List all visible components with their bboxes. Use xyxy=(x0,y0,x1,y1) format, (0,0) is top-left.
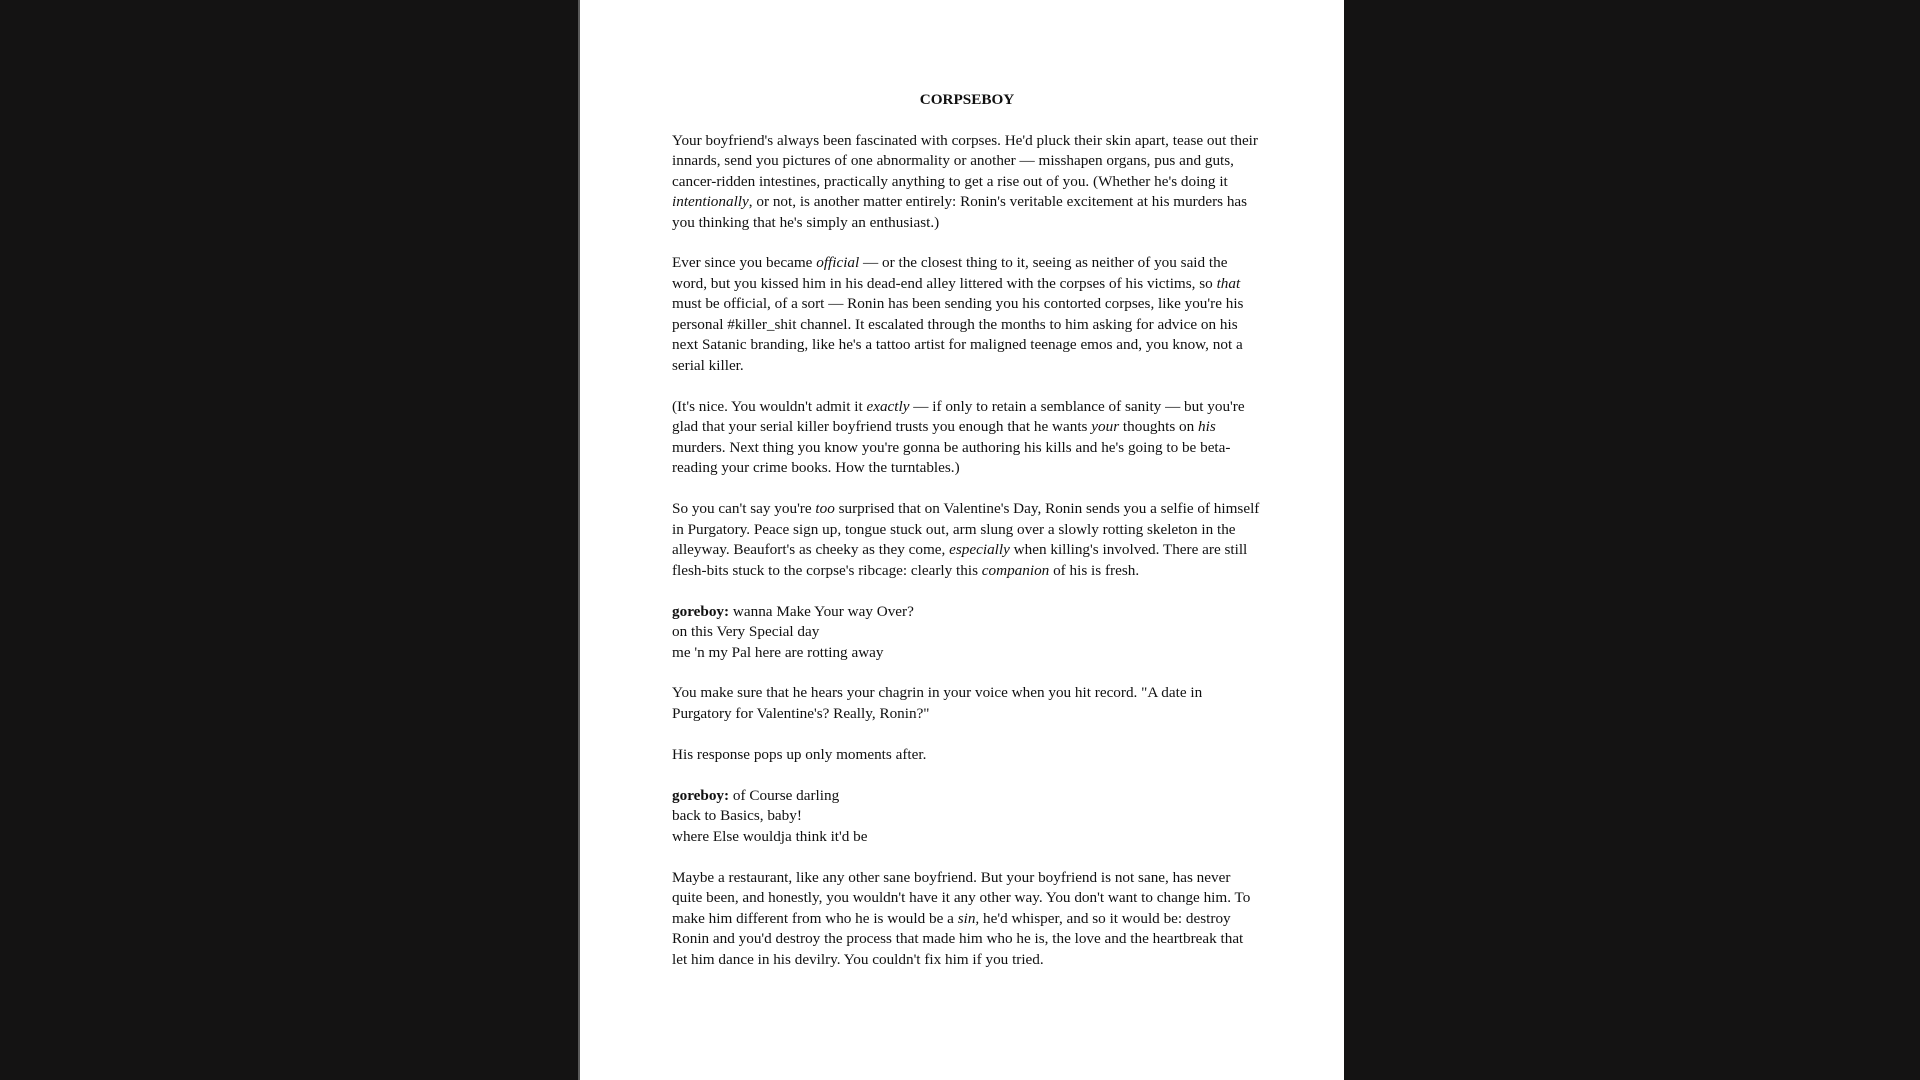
paragraph-7-emphasis-1: sin, xyxy=(957,909,980,927)
paragraph-4-emphasis-3: companion xyxy=(981,561,1050,579)
paragraph-3-text-d: murders. Next thing you know you're gonna be authoring his kills and he's going to be beta-reading your crime books. How the turntables.) xyxy=(672,438,1231,477)
paragraph-4-text-a: So you can't say you're xyxy=(672,500,816,518)
paragraph-4-emphasis-1: too xyxy=(815,500,835,518)
chat-sender: goreboy: xyxy=(672,602,730,620)
document-page xyxy=(578,0,1344,1080)
paragraph-1 xyxy=(672,131,1262,234)
page-content xyxy=(672,90,1262,991)
chat-message-2 xyxy=(672,786,1262,848)
chat-message-2-line-1 xyxy=(672,786,1262,807)
chat-message-2-line-2: back to Basics, baby! xyxy=(672,807,802,825)
paragraph-7 xyxy=(672,868,1262,971)
paragraph-5: You make sure that he hears your chagrin in your voice when you hit record. "A date in Purgatory for Valentine's? Really, Ronin?" xyxy=(672,684,1203,722)
paragraph-3-emphasis-3: his xyxy=(1198,418,1216,436)
chat-message-1-line-3: me 'n my Pal here are rotting away xyxy=(672,643,884,661)
paragraph-7-text-b: he'd whisper, and so it would be: destroy Ronin and you'd destroy the process that made him who he is, the love and the heartbreak that let him dance in his devilry. You couldn't fix him if you tried. xyxy=(672,909,1244,968)
paragraph-3-text-b: — if only to retain a semblance of sanity — but you're glad that your serial killer boyfriend trusts you enough that he wants xyxy=(672,397,1245,436)
chat-message-1-line-1 xyxy=(672,602,1262,623)
paragraph-3-emphasis-2: your xyxy=(1091,418,1120,436)
paragraph-2-text-b: — or the closest thing to it, seeing as neither of you said the word, but you kissed him in his dead-end alley littered with the corpses of his victims, so xyxy=(672,254,1228,292)
paragraph-4 xyxy=(672,499,1262,581)
chat-sender: goreboy: xyxy=(672,786,730,804)
paragraph-4-text-b: surprised that on Valentine's Day, Ronin sends you a selfie of himself in Purgatory. Peace sign up, tongue stuck out, arm slung over a slowly rotting skeleton in the alleyway. Beaufort's as cheeky as they come, xyxy=(672,500,1260,559)
chat-message-2-line-3: where Else wouldja think it'd be xyxy=(672,827,868,845)
paragraph-2-emphasis-2: that xyxy=(1216,274,1241,292)
paragraph-4-text-c: when killing's involved. There are still flesh-bits stuck to the corpse's ribcage: clearly this xyxy=(672,541,1248,579)
chat-message-1-line-2: on this Very Special day xyxy=(672,623,820,641)
paragraph-3-text-a: (It's nice. You wouldn't admit it xyxy=(672,397,867,415)
paragraph-3 xyxy=(672,397,1262,479)
chat-message-1-text-1: wanna Make Your way Over? xyxy=(729,602,914,620)
paragraph-1-text-a: Your boyfriend's always been fascinated with corpses. He'd pluck their skin apart, tease out their innards, send you pictures of one abnormality or another — misshapen organs, pus and guts, cancer-ridden intestines, practically anything to get a rise out of you. (Whether he's doing it xyxy=(672,131,1258,190)
paragraph-3-text-c: thoughts on xyxy=(1119,418,1199,436)
paragraph-4-emphasis-2: especially xyxy=(949,541,1010,559)
paragraph-1-text-b: , or not, is another matter entirely: Ronin's veritable excitement at his murders has you thinking that he's simply an enthusiast.) xyxy=(672,193,1248,231)
paragraph-6: His response pops up only moments after. xyxy=(672,745,927,763)
chat-message-2-text-1: of Course darling xyxy=(729,786,840,804)
paragraph-2 xyxy=(672,253,1262,376)
paragraph-3-emphasis-1: exactly xyxy=(866,397,910,415)
paragraph-2-text-a: Ever since you became xyxy=(672,254,817,272)
document-title: CORPSEBOY xyxy=(919,91,1015,108)
paragraph-7-text-a: Maybe a restaurant, like any other sane boyfriend. But your boyfriend is not sane, has never quite been, and honestly, you wouldn't have it any other way. You don't want to change him. To make him different from who he is would be a xyxy=(672,868,1251,927)
paragraph-4-text-d: of his is fresh. xyxy=(1049,561,1140,579)
chat-message-1 xyxy=(672,602,1262,664)
paragraph-1-emphasis-1: intentionally xyxy=(672,193,749,210)
paragraph-2-emphasis-1: official xyxy=(816,254,860,272)
paragraph-2-text-c: must be official, of a sort — Ronin has been sending you his contorted corpses, like you're his personal #killer_shit channel. It escalated through the months to him asking for advice on his next Satanic branding, like he's a tattoo artist for maligned teenage emos and, you know, not a serial killer. xyxy=(672,295,1244,374)
